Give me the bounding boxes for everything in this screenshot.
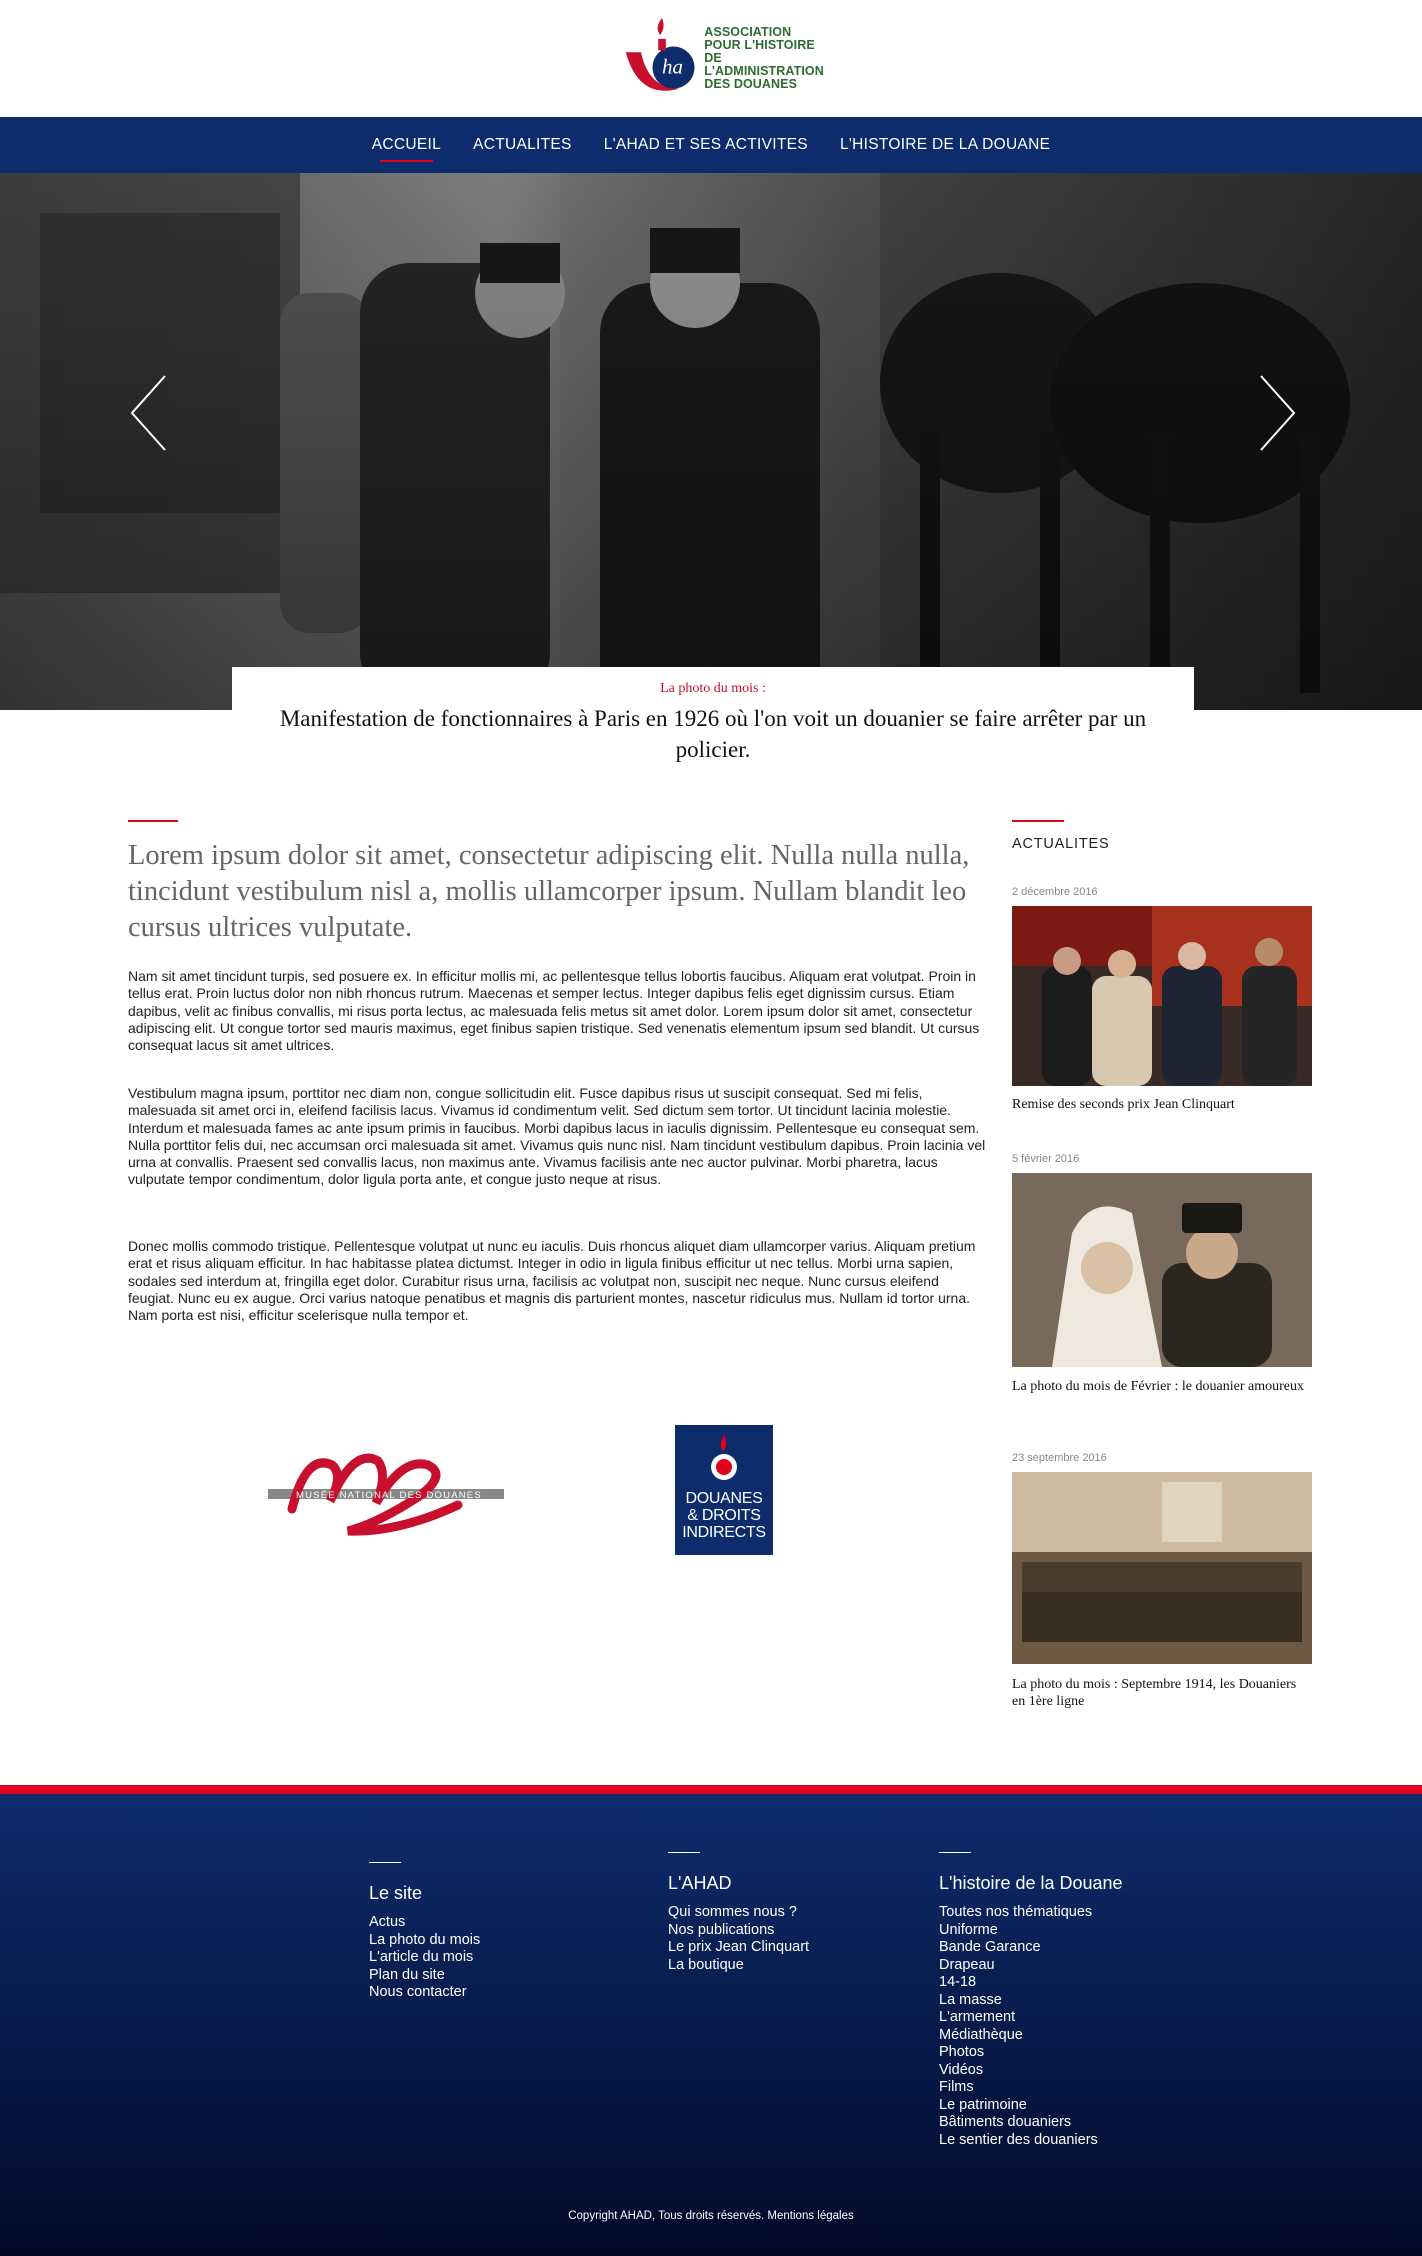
nav-item-ahad[interactable]: L'AHAD ET SES ACTIVITES (603, 136, 808, 153)
ahad-logo-icon (620, 12, 700, 104)
douanes-line: INDIRECTS (682, 1524, 766, 1541)
footer-link[interactable]: L'armement (939, 2009, 1016, 2025)
footer-link[interactable]: Bande Garance (939, 1939, 1041, 1955)
news-title[interactable]: La photo du mois : Septembre 1914, les Douaniers en 1ère ligne (1012, 1677, 1297, 1709)
musee-logo[interactable] (268, 1435, 504, 1537)
news-title[interactable]: Remise des seconds prix Jean Clinquart (1012, 1097, 1235, 1112)
nav-item-histoire[interactable]: L'HISTOIRE DE LA DOUANE (839, 136, 1051, 153)
footer-link[interactable]: Le sentier des douaniers (939, 2131, 1098, 2148)
douanes-logo[interactable] (675, 1425, 773, 1555)
footer-link[interactable]: Toutes nos thématiques (939, 1904, 1093, 1920)
footer-col-title: L'histoire de la Douane (939, 1873, 1123, 1893)
footer-link[interactable]: Drapeau (939, 1956, 995, 1973)
douanes-line: DOUANES (685, 1490, 763, 1507)
nav-item-actualites[interactable]: ACTUALITES (473, 136, 572, 153)
footer-col-histoire (939, 1852, 1123, 2149)
hero-slider (0, 173, 1422, 710)
footer-link[interactable]: Nos publications (668, 1921, 775, 1938)
musee-logo-icon (268, 1435, 504, 1537)
prev-slide-icon[interactable] (120, 368, 180, 458)
footer-link[interactable]: Films (939, 2079, 974, 2095)
douanes-line: & DROITS (687, 1507, 761, 1524)
site-header (0, 0, 1422, 117)
news-title[interactable]: La photo du mois de Février : le douanier amoureux (1012, 1379, 1304, 1394)
sidebar-title: ACTUALITES (1012, 836, 1110, 852)
footer-link[interactable]: Actus (369, 1914, 406, 1930)
footer-link[interactable]: Vidéos (939, 2061, 984, 2078)
footer-link[interactable]: La boutique (668, 1956, 744, 1973)
site-logo[interactable] (620, 12, 830, 104)
news-photo-1 (1012, 906, 1312, 1086)
footer-divider (668, 1852, 700, 1853)
footer-link[interactable]: Bâtiments douaniers (939, 2114, 1072, 2130)
musee-name: MUSÉE NATIONAL DES DOUANES (296, 1490, 482, 1501)
footer-link[interactable]: Uniforme (939, 1921, 998, 1938)
logo-line: POUR L'HISTOIRE DE (704, 37, 815, 65)
logo-line: L'ADMINISTRATION (704, 63, 824, 78)
footer-col-title: L'AHAD (668, 1873, 732, 1893)
copyright-text[interactable]: Copyright AHAD, Tous droits réservés. Mentions légales (568, 2210, 854, 2222)
news-date: 23 septembre 2016 (1012, 1452, 1107, 1464)
body-paragraph: Nam sit amet tincidunt turpis, sed posuere ex. In efficitur mollis mi, ac pellentesque tellus lobortis faucibus. Aliquam erat volutpat. Proin in tellus erat. Proin luctus dolor non nibh rhoncus rutrum. Maecenas et semper lectus. Integer dapibus felis eget dignissim cursus. Etiam dapibus, velit ac finibus convallis, mi risus porta lectus, ac malesuada felis metus sit amet dolor. Lorem ipsum dolor sit amet, consectetur adipiscing elit. Ut congue tortor sed mauris maximus, eget finibus sapien tristique. Sed venenatis elementum ipsum sed blandit. Ut cursus consequat lacus sit amet ultrices. (128, 968, 980, 1054)
footer-link[interactable]: Photos (939, 2044, 985, 2060)
logo-line: ASSOCIATION (704, 24, 792, 39)
caption-title[interactable]: Manifestation de fonctionnaires à Paris en 1926 où l'on voit un douanier se faire arrêter par un policier. (279, 706, 1147, 762)
logo-line: DES DOUANES (704, 76, 798, 91)
section-divider (128, 820, 178, 822)
footer-link[interactable]: Qui sommes nous ? (668, 1904, 797, 1920)
news-photo-3 (1012, 1472, 1312, 1664)
footer-col-site (369, 1862, 480, 2002)
footer-col-ahad (668, 1852, 809, 1974)
site-footer (0, 1794, 1422, 2256)
caption-kicker: La photo du mois : (660, 681, 766, 696)
news-image[interactable] (1012, 906, 1312, 1086)
news-date: 5 février 2016 (1012, 1153, 1080, 1165)
footer-link[interactable]: Médiathèque (939, 2026, 1023, 2043)
footer-link[interactable]: Plan du site (369, 1966, 445, 1983)
footer-link[interactable]: Nous contacter (369, 1984, 467, 2000)
next-slide-icon[interactable] (1246, 368, 1306, 458)
news-photo-2 (1012, 1173, 1312, 1367)
nav-item-accueil[interactable]: ACCUEIL (371, 136, 442, 153)
footer-divider (939, 1852, 971, 1853)
footer-link[interactable]: La photo du mois (369, 1931, 481, 1948)
footer-link[interactable]: La masse (939, 1991, 1002, 2008)
logo-text (704, 26, 830, 91)
body-paragraph: Donec mollis commodo tristique. Pellentesque volutpat ut nunc eu iaculis. Duis rhoncus aliquet diam ullamcorper varius. Aliquam pretium erat et risus aliquam efficitur. In hac habitasse platea dictumst. Integer in odio in ligula finibus efficitur ut nec tellus. Morbi urna sapien, sodales sed interdum at, fringilla eget dolor. Curabitur risus urna, facilisis ac volutpat non, suscipit nec neque. Nunc cursus eleifend feugiat. Nunc eu ex augue. Orci varius natoque penatibus et magnis dis parturient montes, nascetur ridiculus mus. Nullam id tortor urna. Nam porta est nisi, efficitur scelerisque nulla tempor et. (128, 1238, 976, 1324)
footer-link[interactable]: 14-18 (939, 1974, 977, 1990)
footer-link[interactable]: Le patrimoine (939, 2096, 1027, 2113)
news-image[interactable] (1012, 1472, 1312, 1664)
flame-icon (704, 1433, 744, 1485)
body-paragraph: Vestibulum magna ipsum, porttitor nec diam non, congue sollicitudin elit. Fusce dapibus risus ut suscipit consequat. Sed mi felis, malesuada sit amet orci in, eleifend facilisis lacus. Vivamus id condimentum velit. Sed dictum sem tortor. Ut tincidunt lacinia molestie. Interdum et malesuada fames ac ante ipsum primis in faucibus. Morbi dapibus lacus in iaculis dignissim. Pellentesque eu consequat sem. Nulla porttitor felis dui, nec accumsan orci malesuada sit amet. Vivamus quis nunc nisl. Nam tincidunt vestibulum dapibus. Proin lacinia vel urna at convallis. Praesent sed convallis lacus, non maximus ante. Vivamus facilisis ante nec auctor pulvinar. Morbi pharetra, lacus vulputate tempor condimentum, dolor ligula porta ante, et congue justo neque at risus. (128, 1085, 986, 1188)
lead-text: Lorem ipsum dolor sit amet, consectetur adipiscing elit. Nulla nulla nulla, tincidunt vestibulum nisl a, mollis ullamcorper ipsum. Nullam blandit leo cursus ultrices vulputate. (128, 840, 970, 943)
footer-col-title: Le site (369, 1883, 423, 1903)
footer-link[interactable]: L'article du mois (369, 1949, 474, 1965)
footer-link[interactable]: Le prix Jean Clinquart (668, 1939, 810, 1955)
footer-strip (0, 1785, 1422, 1794)
main-nav (0, 117, 1422, 173)
footer-divider (369, 1862, 401, 1863)
sidebar-divider (1012, 820, 1064, 822)
photo-caption (232, 667, 1194, 777)
svg-text:ha: ha (662, 54, 684, 79)
news-date: 2 décembre 2016 (1012, 886, 1098, 898)
news-image[interactable] (1012, 1173, 1312, 1367)
hero-photo (0, 173, 1422, 710)
